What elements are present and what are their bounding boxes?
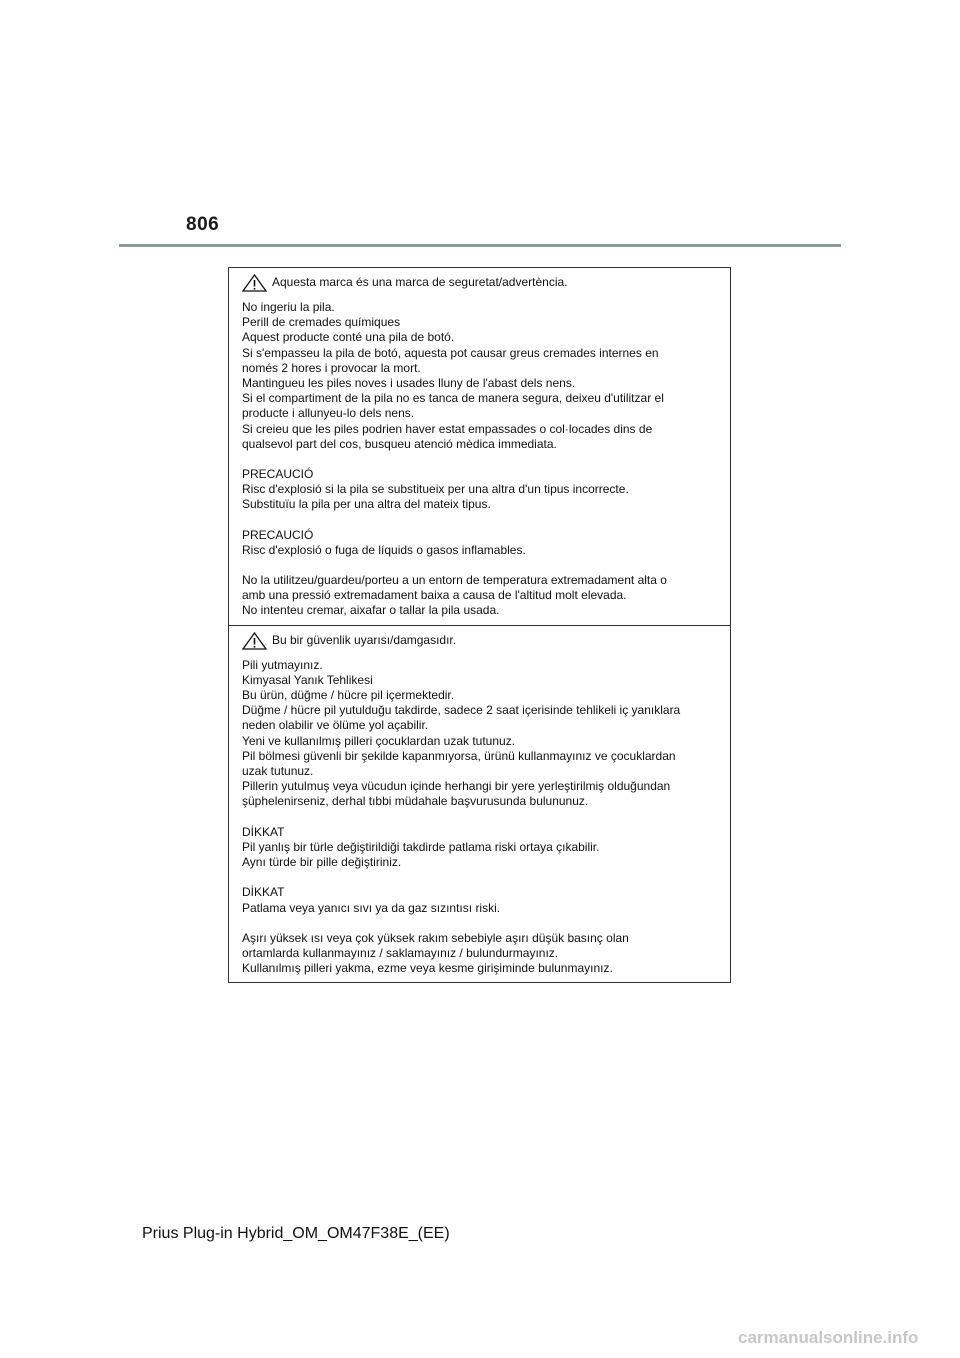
header-rule [119, 244, 841, 247]
warning-paragraph: Aşırı yüksek ısı veya çok yüksek rakım sebebiyle aşırı düşük basınç olan ortamlarda kullanmayınız / saklamayınız / bulundurmayınız. Kullanılmış pilleri yakma, ezme veya kesme girişiminde bulunmayınız. [242, 930, 629, 976]
warning-section-turkish [229, 625, 730, 983]
warning-paragraph: PRECAUCIÓ Risc d'explosió o fuga de líquids o gasos inflamables. [242, 527, 526, 557]
warning-title-line [242, 632, 720, 650]
site-watermark: carmanualsonline.info [738, 1328, 919, 1347]
warning-paragraph: DİKKAT Pil yanlış bir türle değiştirildiği takdirde patlama riski ortaya çıkabilir. Aynı türde bir pille değiştiriniz. [242, 824, 600, 870]
warning-box [228, 267, 731, 983]
warning-section-catalan [229, 268, 730, 625]
warning-paragraph: Pili yutmayınız. Kimyasal Yanık Tehlikesi Bu ürün, düğme / hücre pil içermektedir. Düğme / hücre pil yutulduğu takdirde, sadece 2 saat içerisinde tehlikeli iç yanıklara neden olabilir ve ölüme yol açabilir. Yeni ve kullanılmış pilleri çocuklardan uzak tutunuz. Pil bölmesi güvenli bir şekilde kapanmıyorsa, ürünü kullanmayınız ve çocuklardan uzak tutunuz. Pillerin yutulmuş veya vücudun içinde herhangi bir yere yerleştirilmiş olduğundan şüphelenirseniz, derhal tıbbi müdahale başvurusunda bulununuz. [242, 657, 681, 809]
warning-triangle-icon [242, 632, 267, 650]
warning-title: Aquesta marca és una marca de seguretat/advertència. [272, 275, 568, 290]
page-number: 806 [186, 214, 220, 235]
warning-paragraph: No la utilitzeu/guardeu/porteu a un entorn de temperatura extremadament alta o amb una pressió extremadament baixa a causa de l'altitud molt elevada. No intenteu cremar, aixafar o tallar la pila usada. [242, 573, 667, 618]
warning-triangle-icon [242, 274, 267, 292]
warning-title-line [242, 274, 720, 292]
warning-paragraph: No ingeriu la pila. Perill de cremades químiques Aquest producte conté una pila de botó. Si s'empasseu la pila de botó, aquesta pot causar greus cremades internes en només 2 hores i provocar la mort. Mantingueu les piles noves i usades lluny de l'abast dels nens. Si el compartiment de la pila no es tanca de manera segura, deixeu d'utilitzar el producte i allunyeu-lo dels nens. Si creieu que les piles podrien haver estat empassades o col·locades dins de qualsevol part del cos, busqueu atenció mèdica immediata. [242, 300, 664, 451]
warning-paragraph: PRECAUCIÓ Risc d'explosió si la pila se substitueix per una altra d'un tipus incorrecte. Substituïu la pila per una altra del mateix tipus. [242, 467, 629, 512]
warning-title: Bu bir güvenlik uyarısı/damgasıdır. [272, 633, 457, 648]
warning-paragraph: DİKKAT Patlama veya yanıcı sıvı ya da gaz sızıntısı riski. [242, 885, 501, 915]
manual-footer: Prius Plug-in Hybrid_OM_OM47F38E_(EE) [142, 1225, 450, 1242]
